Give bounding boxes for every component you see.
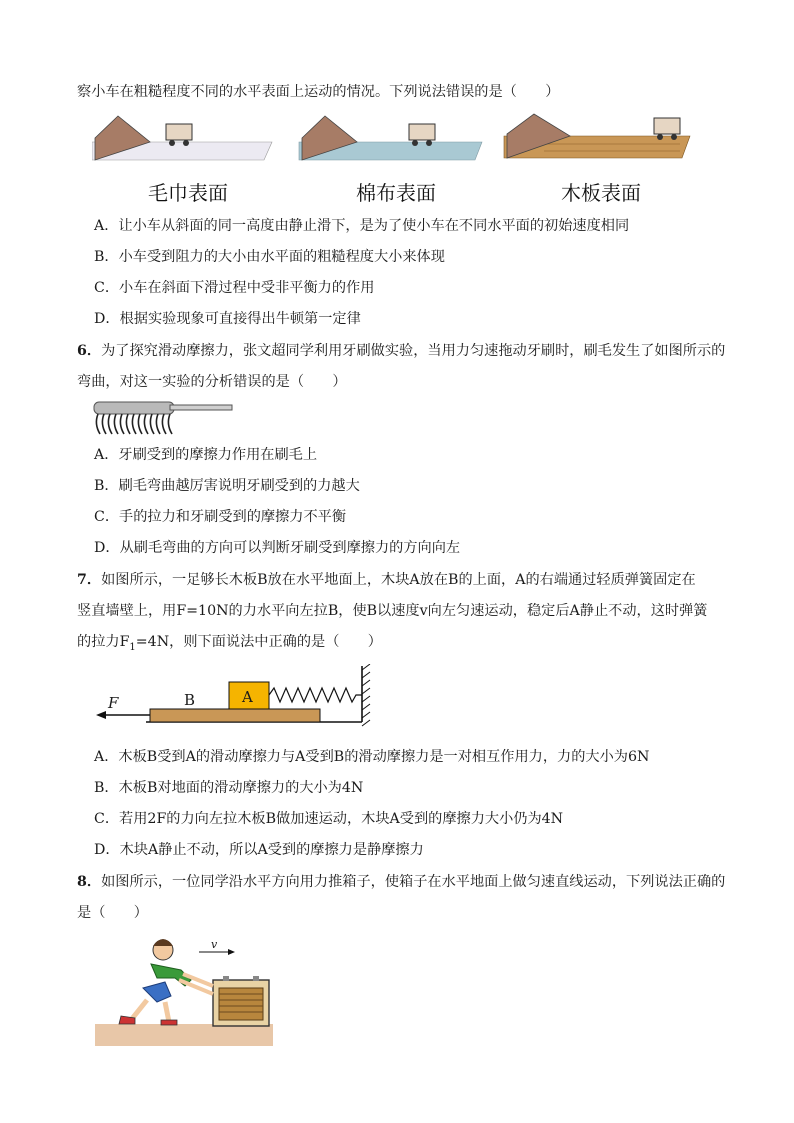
q5-surface-figure: [92, 110, 692, 170]
toothbrush-figure: [92, 400, 237, 440]
q7-stem-line3: 的拉力$F_1=4N$，则下面说法中正确的是（ ）: [77, 634, 382, 653]
q6-option-d: D．从刷毛弯曲的方向可以判断牙刷受到摩擦力的方向向左: [94, 540, 461, 556]
label-board-B: B: [184, 691, 196, 709]
towel-setup: [92, 116, 272, 160]
q5-option-d: D．根据实验现象可直接得出牛顿第一定律: [94, 311, 361, 327]
q7-number: 7．: [77, 572, 102, 588]
q5-option-c: C．小车在斜面下滑过程中受非平衡力的作用: [94, 280, 375, 296]
cloth-setup: [299, 116, 482, 160]
label-force-F: F: [108, 694, 119, 712]
q7-option-b: B．木板B对地面的滑动摩擦力的大小为4N: [94, 780, 364, 796]
q7-spring-figure: [94, 664, 374, 728]
label-velocity-v: v: [211, 938, 218, 951]
caption-cloth: 棉布表面: [356, 181, 436, 205]
q7-option-a: A．木板B受到A的滑动摩擦力与A受到B的滑动摩擦力是一对相互作用力，力的大小为6N: [94, 749, 650, 765]
q7-stem-line1: 7．如图所示，一足够长木板B放在水平地面上，木块A放在B的上面，A的右端通过轻质弹簧固定在: [77, 572, 696, 588]
q6-option-a: A．牙刷受到的摩擦力作用在刷毛上: [94, 447, 318, 463]
label-block-A: A: [242, 688, 253, 706]
q8-stem-line2: 是（ ）: [77, 905, 148, 921]
q7-option-d: D．木块A静止不动，所以A受到的摩擦力是静摩擦力: [94, 842, 424, 858]
q8-number: 8．: [77, 874, 102, 890]
q6-stem-line2: 弯曲，对这一实验的分析错误的是（ ）: [77, 374, 347, 390]
caption-towel: 毛巾表面: [148, 181, 228, 205]
q6-stem-line1: 6．为了探究滑动摩擦力，张文超同学利用牙刷做实验，当用力匀速拖动牙刷时，刷毛发生了如图所示的: [77, 343, 726, 359]
caption-wood: 木板表面: [561, 181, 641, 205]
q7-stem-line2: 竖直墙壁上，用F=10N的力水平向左拉B，使B以速度v向左匀速运动，稳定后A静止不动，这时弹簧: [77, 603, 708, 619]
q5-option-a: A．让小车从斜面的同一高度由静止滑下，是为了使小车在不同水平面的初始速度相同: [94, 218, 630, 234]
q8-stem-line1: 8．如图所示，一位同学沿水平方向用力推箱子，使箱子在水平地面上做匀速直线运动，下列说法正确的: [77, 874, 726, 890]
q7-option-c: C．若用2F的力向左拉木板B做加速运动，木块A受到的摩擦力大小仍为4N: [94, 811, 564, 827]
q5-option-b: B．小车受到阻力的大小由水平面的粗糙程度大小来体现: [94, 249, 445, 265]
q6-number: 6．: [77, 343, 102, 359]
bristles: [96, 414, 172, 434]
wood-setup: [504, 114, 690, 158]
q5-stem-tail: 察小车在粗糙程度不同的水平表面上运动的情况。下列说法错误的是（ ）: [77, 84, 560, 100]
q6-option-c: C．手的拉力和牙刷受到的摩擦力不平衡: [94, 509, 347, 525]
push-box-figure: [95, 930, 275, 1046]
q6-option-b: B．刷毛弯曲越厉害说明牙刷受到的力越大: [94, 478, 360, 494]
